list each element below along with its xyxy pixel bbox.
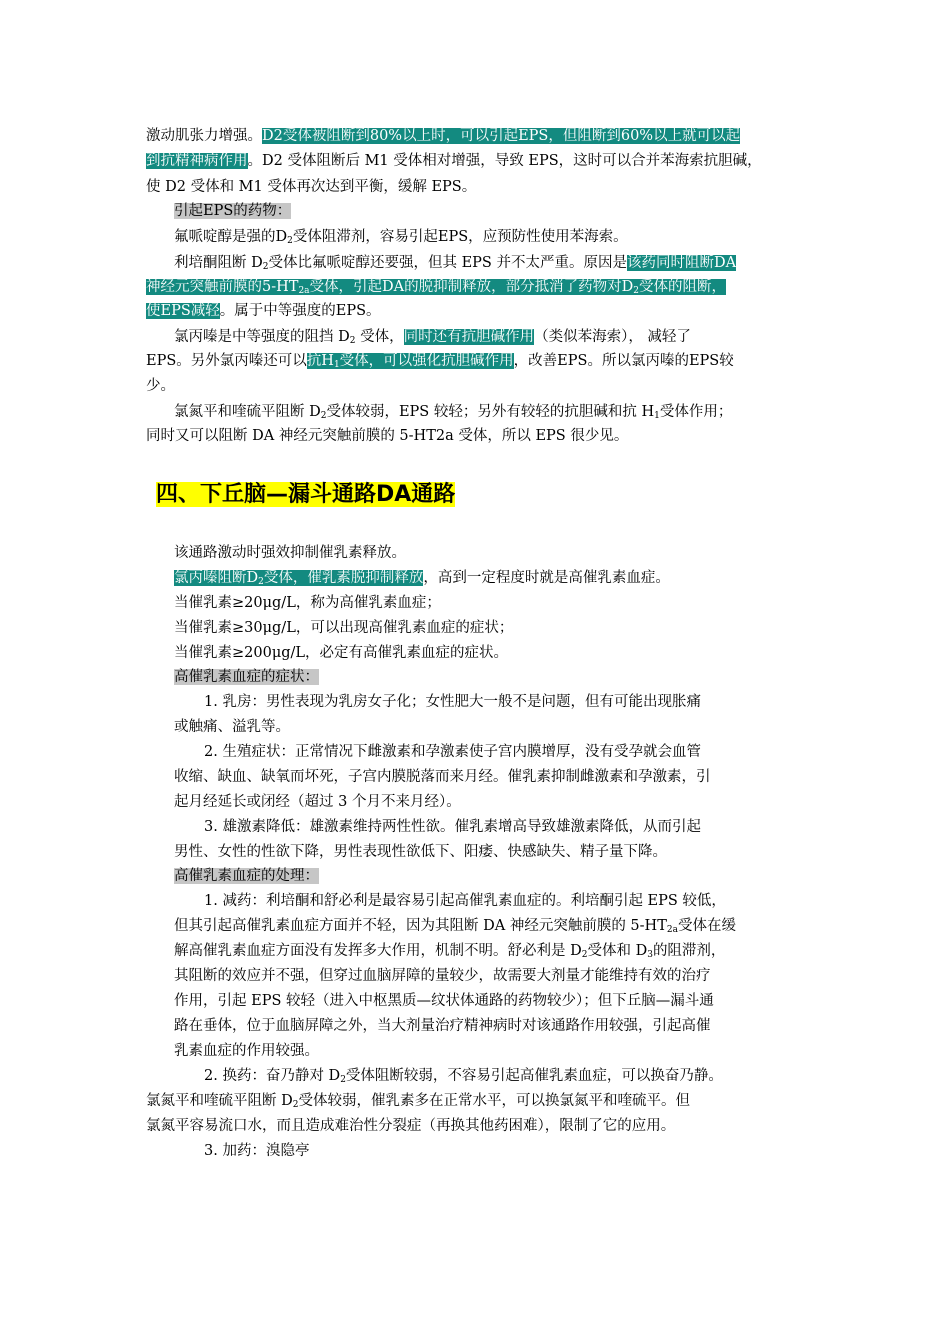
subscript: 2 [320, 411, 327, 421]
text-run: 。属于中等强度的EPS。 [219, 303, 381, 319]
text-run: 氯氮平和喹硫平阻断 D [174, 404, 321, 420]
highlighted-text: 使EPS减轻 [146, 303, 220, 319]
text-run: 利培酮阻断 D [174, 255, 263, 271]
text-run: 受体阻滞剂，容易引起EPS，应预防性使用苯海索。 [292, 229, 628, 245]
text-line: 使 D2 受体和 M1 受体再次达到平衡，缓解 EPS。 [146, 179, 477, 195]
list-item: 3. 加药：溴隐亭 [204, 1143, 310, 1159]
text-line [146, 301, 381, 321]
text-line [146, 277, 726, 297]
text-line [174, 866, 319, 886]
text-run: 受体作用； [659, 404, 733, 420]
subscript: 2a [666, 925, 678, 935]
text-line [174, 941, 725, 961]
text-run: 受体和 D [587, 943, 648, 959]
text-line [174, 201, 291, 221]
text-line: 氯氮平容易流口水，而且造成难治性分裂症（再换其他药困难），限制了它的应用。 [146, 1118, 676, 1134]
text-line: 该通路激动时强效抑制催乳素释放。 [174, 545, 406, 561]
highlighted-text: 该药同时阻断DA [626, 255, 737, 271]
text-line [146, 126, 740, 146]
subscript: 2 [287, 236, 293, 246]
text-line: 路在垂体，位于血脑屏障之外，当大剂量治疗精神病时对该通路作用较强，引起高催 [174, 1018, 711, 1034]
section-heading [156, 480, 455, 510]
text-line: 同时又可以阻断 DA 神经元突触前膜的 5-HT2a 受体，所以 EPS 很少见。 [146, 428, 629, 444]
text-run: 氯丙嗪阻断D [174, 570, 259, 586]
list-item: 3. 雄激素降低：雄激素维持两性性欲。催乳素增高导致雄激素降低，从而引起 [204, 819, 701, 835]
text-line [174, 253, 736, 273]
text-line: 当催乳素≥20μg/L，称为高催乳素血症； [174, 595, 441, 611]
text-run: ，改善EPS。所以氯丙嗪的EPS较 [513, 353, 734, 369]
text-line: 乳素血症的作用较强。 [174, 1043, 319, 1059]
text-run: 解高催乳素血症方面没有发挥多大作用，机制不明。舒必利是 D [174, 943, 582, 959]
text-run: 但其引起高催乳素血症方面并不轻，因为其阻断 DA 神经元突触前膜的 5-HT [174, 918, 667, 934]
text-run: 受体在缓 [677, 918, 736, 934]
text-line: 收缩、缺血、缺氧而坏死，子宫内膜脱落而来月经。催乳素抑制雌激素和孕激素，引 [174, 769, 711, 785]
subscript: 2 [262, 262, 269, 272]
text-run: 受体较弱，EPS 较轻；另外有较轻的抗胆碱和抗 H [326, 404, 655, 420]
text-line: 作用，引起 EPS 较轻（进入中枢黑质—纹状体通路的药物较少）；但下丘脑—漏斗通 [174, 993, 714, 1009]
text-line [174, 227, 628, 247]
text-line [146, 1091, 690, 1111]
subscript: 2 [258, 577, 264, 587]
text-run: （类似苯海索）， 减轻了 [534, 329, 691, 345]
list-item: 1. 乳房：男性表现为乳房女子化；女性肥大一般不是问题，但有可能出现胀痛 [204, 694, 701, 710]
subscript: 1 [333, 360, 340, 370]
text-run: 氯丙嗪是中等强度的阻挡 D [174, 329, 350, 345]
text-line: 当催乳素≥30μg/L，可以出现高催乳素血症的症状； [174, 620, 514, 636]
highlighted-text [174, 570, 423, 586]
text-run: EPS。另外氯丙嗪还可以 [146, 353, 307, 369]
text-run: 受体，引起DA的脱抑制释放，部分抵消了药物对D [309, 279, 634, 295]
highlighted-text: 到抗精神病作用 [146, 153, 248, 169]
text-run: 受体的阻断， [639, 279, 727, 295]
list-item: 1. 减药：利培酮和舒必利是最容易引起高催乳素血症的。利培酮引起 EPS 较低， [204, 893, 726, 909]
text-line [174, 916, 736, 936]
subscript: 1 [654, 411, 660, 421]
text-line: 少。 [146, 378, 175, 394]
section-heading-text: 四、下丘脑—漏斗通路DA通路 [156, 482, 456, 507]
subheading-highlight: 引起EPS的药物： [174, 203, 292, 219]
text-run: 受体， [355, 329, 404, 345]
list-item [204, 1066, 723, 1086]
subheading-highlight: 高催乳素血症的症状： [174, 669, 319, 685]
text-line: 男性、女性的性欲下降，男性表现性欲低下、阳痿、快感缺失、精子量下降。 [174, 844, 667, 860]
text-run: 氟哌啶醇是强的D [174, 229, 288, 245]
text-run: 受体，可以强化抗胆碱作用 [339, 353, 514, 369]
text-line [174, 402, 732, 422]
text-line [146, 351, 734, 371]
text-line [174, 327, 691, 347]
subscript: 2 [292, 1100, 299, 1110]
text-run: ，高到一定程度时就是高催乳素血症。 [423, 570, 670, 586]
subheading-highlight: 高催乳素血症的处理： [174, 868, 319, 884]
text-line: 或触痛、溢乳等。 [174, 719, 290, 735]
text-line [174, 568, 670, 588]
subscript: 2a [298, 286, 310, 296]
subscript: 2 [349, 336, 356, 346]
text-run: 抗H [306, 353, 334, 369]
text-line [174, 667, 319, 687]
subscript: 2 [340, 1075, 346, 1085]
text-run: 神经元突触前膜的5-HT [146, 279, 299, 295]
subscript: 2 [581, 950, 588, 960]
highlighted-text [146, 279, 726, 295]
subscript: 2 [633, 286, 640, 296]
highlighted-text: 同时还有抗胆碱作用 [403, 329, 535, 345]
subscript: 3 [647, 950, 653, 960]
text-run: 受体，催乳素脱抑制释放 [263, 570, 424, 586]
text-line: 起月经延长或闭经（超过 3 个月不来月经）。 [174, 794, 461, 810]
text-run: 。D2 受体阻断后 M1 受体相对增强，导致 EPS，这时可以合并苯海索抗胆碱， [247, 153, 762, 169]
text-run: 受体较弱，催乳素多在正常水平，可以换氯氮平和喹硫平。但 [298, 1093, 690, 1109]
text-run: 激动肌张力增强。 [146, 128, 262, 144]
text-run: 受体阻断较弱，不容易引起高催乳素血症，可以换奋乃静。 [345, 1068, 723, 1084]
text-line [146, 151, 762, 171]
text-line: 当催乳素≥200μg/L，必定有高催乳素血症的症状。 [174, 645, 509, 661]
highlighted-text: D2受体被阻断到80%以上时，可以引起EPS，但阻断到60%以上就可以起 [262, 128, 741, 144]
text-run: 氯氮平和喹硫平阻断 D [146, 1093, 293, 1109]
text-run: 的阻滞剂， [652, 943, 726, 959]
text-run: 受体比氟哌啶醇还要强，但其 EPS 并不太严重。原因是 [268, 255, 627, 271]
list-item: 2. 生殖症状：正常情况下雌激素和孕激素使子宫内膜增厚，没有受孕就会血管 [204, 744, 701, 760]
highlighted-text [307, 353, 514, 369]
text-run: 2. 换药：奋乃静对 D [204, 1068, 341, 1084]
text-line: 其阻断的效应并不强，但穿过血脑屏障的量较少，故需要大剂量才能维持有效的治疗 [174, 968, 711, 984]
